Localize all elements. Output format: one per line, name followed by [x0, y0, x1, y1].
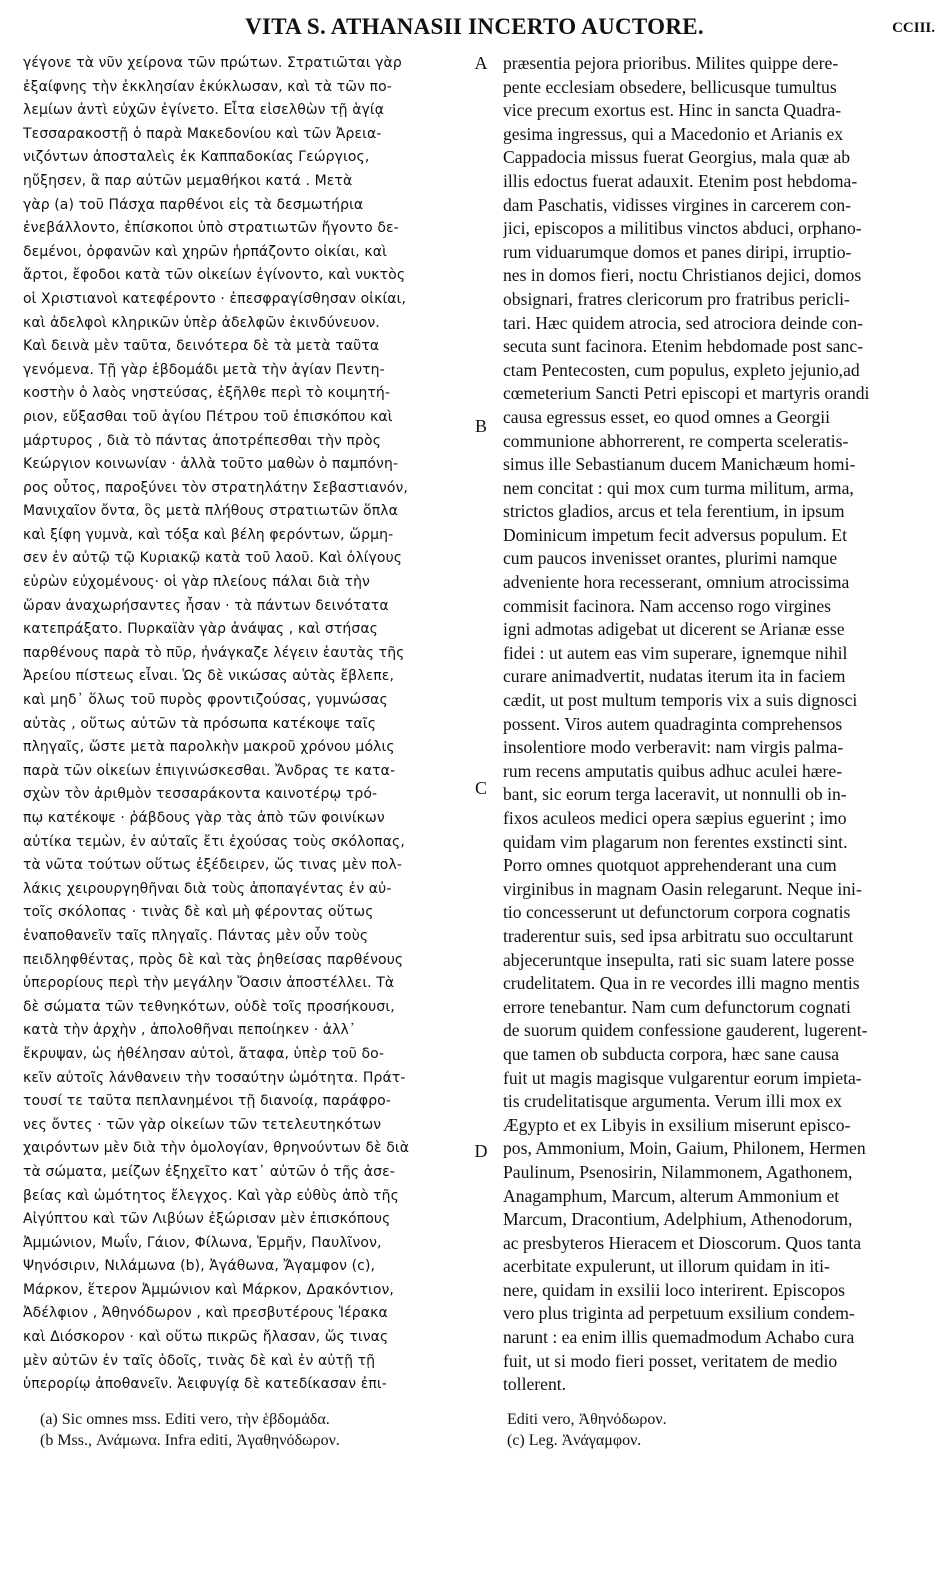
latin-text-line: cædit, ut post multum temporis vix a suis dignosci — [503, 690, 858, 711]
greek-text-line: κατεπράξατο. Πυρκαϊὰν γὰρ ἀνάψας , καὶ στήσας — [23, 621, 378, 638]
latin-text-line: Cappadocia missus fuerat Georgius, mala quæ ab — [503, 147, 851, 168]
latin-text-line: fidei : ut autem eas vim superare, ignemque nihil — [503, 642, 848, 663]
greek-text-line: ἄρτοι, ἔφοδοι κατὰ τῶν οἰκείων ἐγίνοντο, καὶ νυκτὸς — [23, 267, 406, 284]
latin-text-line: virginibus in magnam Oasin relegarunt. Neque ini- — [503, 878, 862, 899]
latin-text-line: abjeceruntque insepulta, rati sic suam latere posse — [503, 949, 855, 970]
latin-text-line: vero plus triginta ad perpetuum exsilium condem- — [503, 1303, 855, 1324]
latin-text-line: nere, quidam in exsilii loco interirent. Episcopos — [503, 1279, 846, 1300]
greek-text-line: ριον, εὔξασθαι τοῦ ἁγίου Πέτρου τοῦ ἐπισκόπου καὶ — [23, 408, 393, 425]
greek-text-line: νες ὄντες · τῶν γὰρ οἰκείων τῶν τετελευτηκότων — [23, 1116, 382, 1133]
greek-text-line: Καὶ δεινὰ μὲν ταῦτα, δεινότερα δὲ τὰ μετὰ ταῦτα — [23, 338, 380, 355]
greek-text-line: Μανιχαῖον ὄντα, ὃς μετὰ πλήθους στρατιωτῶν ὅπλα — [23, 503, 398, 520]
latin-text-line: communione abhorrerent, re comperta sceleratis- — [503, 430, 849, 451]
latin-text-line: errore tenebantur. Nam cum defunctorum cognati — [503, 996, 851, 1017]
latin-text-line: secuta sunt facinora. Etenim hebdomade post sanc- — [503, 336, 864, 357]
latin-text-line: strictos gladios, arcus et tela ferentium, in ipsum — [503, 501, 845, 522]
greek-text-line: οἱ Χριστιανοὶ κατεφέροντο · ἐπεσφραγίσθησαν οἰκίαι, — [23, 290, 407, 307]
latin-text-line: Porro omnes quotquot apprehenderant una cum — [503, 855, 837, 876]
latin-text-line: insolentiore modo verberavit: nam virgis palma- — [503, 737, 844, 758]
latin-text-line: obsignari, fratres clericorum pro fratribus pericli- — [503, 288, 850, 309]
greek-text-line: αὐτὰς , οὕτως αὐτῶν τὰ πρόσωπα κατέκοψε ταῖς — [23, 715, 377, 732]
greek-text-line: χαιρόντων μὲν διὰ τὴν ὁμολογίαν, θρηνούντων δὲ διὰ — [23, 1140, 410, 1157]
latin-text-line: ctam Pentecosten, cum populus, expleto jejunio,ad — [503, 359, 860, 380]
greek-text-line: σεν ἐν αὐτῷ τῷ Κυριακῷ κατὰ τοῦ λαοῦ. Καὶ ὀλίγους — [23, 550, 403, 567]
latin-text-line: acerbitate expulerunt, ut illorum quidam in iti- — [503, 1256, 830, 1277]
latin-text-line: tollerent. — [503, 1374, 567, 1395]
latin-text-line: vice precum exortus est. Hinc in sancta Quadra- — [503, 100, 842, 121]
latin-text-line: cœmeterium Sancti Petri episcopi et martyris orandi — [503, 383, 870, 404]
latin-text-line: fuit, ut si modo fieri posset, veritatem de medio — [503, 1350, 838, 1371]
page-number: CCIII. — [892, 20, 935, 36]
footnotes-right — [507, 1409, 927, 1451]
greek-text-line: τὰ σώματα, μείζων ἐξηχεῖτο κατ᾽ αὐτῶν ὁ τῆς ἀσε- — [23, 1163, 395, 1180]
greek-text-line: Κεώργιον κοινωνίαν · ἀλλὰ τοῦτο μαθὼν ὁ παμπόνη- — [23, 456, 399, 473]
footnotes-left — [40, 1409, 480, 1451]
latin-text-line: narunt : ea enim illis quemadmodum Achabo cura — [503, 1327, 855, 1348]
latin-text-line: gesima ingressus, qui a Macedonio et Arianis ex — [503, 123, 844, 144]
greek-text-line: λεμίων ἀντὶ εὐχῶν ἐγίνετο. Εἶτα εἰσελθὼν τῇ ἁγίᾳ — [23, 102, 385, 119]
latin-text-line: crudelitatem. Qua in re vecordes illi magno mentis — [503, 973, 860, 994]
latin-text-line: nem concitat : qui mox cum turma militum, arma, — [503, 477, 854, 498]
greek-text-line: παρθένους παρὰ τὸ πῦρ, ἠνάγκαζε λέγειν ἑαυτὰς τῆς — [23, 644, 405, 661]
greek-text-line: λάκις χειρουργηθῆναι διὰ τοὺς ἀποπαγέντας ἐν αὐ- — [23, 880, 392, 897]
greek-text-line: καὶ μηδ᾽ ὅλως τοῦ πυρὸς φροντιζούσας, γυμνώσας — [23, 692, 388, 709]
latin-text-line: ac presbyteros Hieracem et Dioscorum. Quos tanta — [503, 1232, 862, 1253]
latin-text-line: Marcum, Dracontium, Adelphium, Athenodorum, — [503, 1209, 853, 1230]
greek-text-line: κεῖν αὐτοῖς λάνθανειν τὴν τοσαύτην ὠμότητα. Πράτ- — [23, 1069, 406, 1086]
margin-letter-c: C — [474, 778, 487, 798]
page-header — [0, 8, 949, 48]
latin-text-line: adveniente hora recesserant, omnium atrocissima — [503, 572, 850, 593]
latin-text-line: possent. Viros autem quadraginta comprehensos — [503, 713, 843, 734]
greek-text-line: γενόμενα. Τῇ γὰρ ἑβδομάδι μετὰ τὴν ἁγίαν Πεντη- — [23, 361, 385, 378]
latin-text-line: cum paucos invenisset orantes, plurimi namque — [503, 548, 838, 569]
greek-text-line: Ψηνόσιριν, Νιλάμωνα (b), Ἀγάθωνα, Ἄγαμφον (c), — [23, 1258, 376, 1275]
latin-text-line: dam Paschatis, vidisses virgines in carcerem con- — [503, 194, 852, 215]
footnote-c: (c) Leg. Ἀνάγαμφον. — [507, 1432, 642, 1449]
greek-text-line: τουσί τε ταῦτα πεπλανημένοι τῇ διανοίᾳ, παράφρο- — [23, 1093, 391, 1110]
latin-text-line: rum viduarumque domos et panes diripi, irruptio- — [503, 241, 852, 262]
greek-text-line: βείας καὶ ὠμότητος ἔλεγχος. Καὶ γὰρ εὐθὺς ἀπὸ τῆς — [23, 1187, 399, 1204]
greek-text-line: Ἀδέλφιον , Ἀθηνόδωρον , καὶ πρεσβυτέρους Ἱέρακα — [23, 1305, 388, 1322]
footnote-a: (a) Sic omnes mss. Editi vero, τὴν ἑβδομάδα. — [40, 1411, 330, 1428]
footnote-continued: Editi vero, Ἀθηνόδωρον. — [507, 1411, 667, 1428]
greek-text-line: παρὰ τῶν οἰκείων ἐπιγινώσκεσθαι. Ἄνδρας τε κατα- — [23, 762, 396, 779]
greek-text-line: ηὔξησεν, ἃ παρ αὐτῶν μεμαθήκοι κατά . Μετὰ — [23, 172, 353, 189]
greek-text-line: Ἀρείου πίστεως εἶναι. Ὡς δὲ νικώσας αὐτὰς ἔβλεπε, — [23, 668, 395, 685]
latin-text-column — [503, 52, 933, 1397]
greek-text-line: αὐτίκα τεμὼν, ἐν αὐταῖς ἔτι ἐχούσας τοὺς σκόλοπας, — [23, 833, 405, 850]
page-title: VITA S. ATHANASII INCERTO AUCTORE. — [245, 14, 704, 39]
greek-text-line: τοῖς σκόλοπας · τινὰς δὲ καὶ μὴ φέροντας οὕτως — [23, 904, 374, 921]
greek-text-line: ὑπερορίῳ ἀποθανεῖν. Ἀειφυγίᾳ δὲ κατεδίκασαν ἐπι- — [23, 1376, 387, 1393]
greek-text-line: ἔκρυψαν, ὡς ἠθέλησαν αὐτοὶ, ἄταφα, ὑπὲρ τοῦ δο- — [23, 1045, 384, 1062]
latin-text-line: fuit ut magis magisque vulgarentur eorum impieta- — [503, 1067, 862, 1088]
greek-text-line: καὶ ἀδελφοὶ κληρικῶν ὑπὲρ ἀδελφῶν ἐκινδύνευον. — [23, 314, 380, 331]
latin-text-line: Paulinum, Psenosirin, Nilammonem, Agathonem, — [503, 1161, 853, 1182]
greek-text-line: πληγαῖς, ὥστε μετὰ παρολκὴν μακροῦ χρόνου μόλις — [23, 739, 395, 756]
latin-text-line: tari. Hæc quidem atrocia, sed atrociora deinde con- — [503, 312, 864, 333]
greek-text-line: μὲν αὐτῶν ἐν ταῖς ὁδοῖς, τινὰς δὲ καὶ ἐν αὐτῇ τῇ — [23, 1352, 376, 1369]
latin-text-line: jici, episcopos a militibus vinctos abduci, orphano- — [503, 218, 862, 239]
greek-text-line: κοστὴν ὁ λαὸς νηστεύσας, ἐξῆλθε περὶ τὸ κοιμητή- — [23, 385, 391, 402]
latin-text-line: que tamen ob subducta corpora, hæc sane causa — [503, 1043, 840, 1064]
footnote-b: (b Mss., Ανάμωνα. Infra editi, Ἀγαθηνόδωρον. — [40, 1432, 340, 1449]
greek-text-line: δὲ σώματα τῶν τεθνηκότων, οὐδὲ τοῖς προσήκουσι, — [23, 998, 395, 1015]
greek-text-line: καὶ Διόσκορον · καὶ οὕτω πικρῶς ἤλασαν, ὥς τινας — [23, 1329, 389, 1346]
latin-text-line: traderentur suis, sed ipsa arbitratu suo occultarunt — [503, 925, 854, 946]
greek-text-line: ρος οὗτος, παροξύνει τὸν στρατηλάτην Σεβαστιανόν, — [23, 479, 408, 496]
greek-text-line: γέγονε τὰ νῦν χείρονα τῶν πρώτων. Στρατιῶται γὰρ — [23, 55, 402, 71]
margin-letter-a: A — [474, 53, 488, 73]
greek-text-line: καὶ ξίφη γυμνὰ, καὶ τόξα καὶ βέλη φερόντων, ὥρμη- — [23, 526, 394, 543]
greek-text-line: κατὰ τὴν ἀρχὴν , ἀπολοθῆναι πεποίηκεν · ἀλλ᾽ — [23, 1022, 356, 1039]
greek-text-line: δεμένοι, ὀρφανῶν καὶ χηρῶν ἡρπάζοντο οἰκίαι, καὶ — [23, 243, 387, 260]
latin-text-line: præsentia pejora prioribus. Milites quippe dere- — [503, 53, 839, 73]
latin-text-line: bant, sic eorum terga laceravit, ut nonnulli ob in- — [503, 784, 847, 805]
latin-text-line: Ægypto et ex Libyis in exsilium miserunt episco- — [503, 1114, 851, 1135]
greek-text-line: Τεσσαρακοστῇ ὁ παρὰ Μακεδονίου καὶ τῶν Ἀρεια- — [23, 125, 382, 142]
greek-text-line: Αἰγύπτου καὶ τῶν Λιβύων ἐξώρισαν μὲν ἐπισκόπους — [23, 1211, 391, 1228]
latin-text-line: de suorum quidem confessione gauderent, lugerent- — [503, 1020, 868, 1041]
latin-text-line: illis edoctus fuerat adauxit. Etenim post hebdoma- — [503, 170, 858, 191]
latin-text-line: simus ille Sebastianum ducem Manichæum homi- — [503, 454, 856, 475]
latin-text-line: nes in domos fieri, noctu Christianos dejici, domos — [503, 265, 862, 286]
latin-text-line: quidam vim plagarum non ferentes exstincti sint. — [503, 831, 848, 852]
greek-text-line: ὑπερορίους περὶ τὴν μεγάλην Ὄασιν ἀποστέλλει. Τὰ — [23, 975, 395, 992]
latin-text-line: tis crudelitatisque argumenta. Verum illi mox ex — [503, 1091, 842, 1112]
latin-text-line: commisit facinora. Nam accenso rogo virgines — [503, 595, 831, 616]
greek-text-line: γὰρ (a) τοῦ Πάσχα παρθένοι εἰς τὰ δεσμωτήρια — [23, 196, 364, 213]
greek-text-line: ἐξαίφνης τὴν ἐκκλησίαν ἐκύκλωσαν, καὶ τὰ τῶν πο- — [23, 78, 392, 95]
greek-text-line: εὑρὼν εὐχομένους· οἱ γὰρ πλείους πάλαι διὰ τὴν — [23, 574, 370, 591]
greek-text-line: πειδληφθέντας, πρὸς δὲ καὶ τὰς ῥηθείσας παρθένους — [23, 951, 404, 968]
latin-text-line: causa egressus esset, eo quod omnes a Georgii — [503, 406, 831, 427]
greek-text-line: τὰ νῶτα τούτων οὕτως ἐξέδειρεν, ὥς τινας μὲν πολ- — [23, 857, 402, 874]
greek-text-column — [23, 52, 466, 1397]
latin-text-line: pente ecclesiam obsedere, bellicusque tumultus — [503, 76, 837, 97]
latin-text-line: Anagamphum, Marcum, alterum Ammonium et — [503, 1185, 840, 1206]
latin-text-line: pos, Ammonium, Moin, Gaium, Philonem, Hermen — [503, 1138, 866, 1159]
margin-letter-d: D — [474, 1141, 488, 1161]
greek-text-line: ἐναποθανεῖν ταῖς πληγαῖς. Πάντας μὲν οὖν τοὺς — [23, 927, 369, 944]
latin-text-line: fixos aculeos medici opera sæpius eguerint ; imo — [503, 808, 847, 828]
greek-text-line: μάρτυρος , διὰ τὸ πάντας ἀποτρέπεσθαι τὴν πρὸς — [23, 432, 382, 449]
greek-text-line: ὥραν ἀναχωρήσαντες ἦσαν · τὰ πάντων δεινότατα — [23, 597, 389, 614]
margin-letter-b: B — [474, 416, 487, 436]
greek-text-line: ἐνεβάλλοντο, ἐπίσκοποι ὑπὸ στρατιωτῶν ἤγοντο δε- — [23, 220, 399, 237]
latin-text-line: tio concesserunt ut defunctorum corpora cognatis — [503, 902, 851, 923]
latin-text-line: rum recens amputatis quibus adhuc aculei hære- — [503, 760, 843, 781]
latin-text-line: curare animadvertit, nudatas iterum ita in faciem — [503, 666, 846, 687]
greek-text-line: Μάρκον, ἕτερον Ἀμμώνιον καὶ Μάρκον, Δρακόντιον, — [23, 1281, 394, 1298]
greek-text-line: Ἀμμώνιον, Μωΐν, Γάιον, Φίλωνα, Ἑρμῆν, Παυλῖνον, — [23, 1234, 382, 1251]
greek-text-line: πῳ κατέκοψε · ῥάβδους γὰρ τὰς ἀπὸ τῶν φοινίκων — [23, 810, 385, 826]
latin-text-line: igni admotas adigebat ut dicerent se Arianæ esse — [503, 619, 845, 640]
greek-text-line: νιζόντων ἀποσταλεὶς ἐκ Καππαδοκίας Γεώργιος, — [23, 149, 370, 166]
latin-text-line: Dominicum impetum fecit adversus populum. Et — [503, 524, 847, 545]
greek-text-line: σχὼν τὸν ἀριθμὸν τεσσαράκοντα καινοτέρῳ τρό- — [23, 786, 378, 803]
